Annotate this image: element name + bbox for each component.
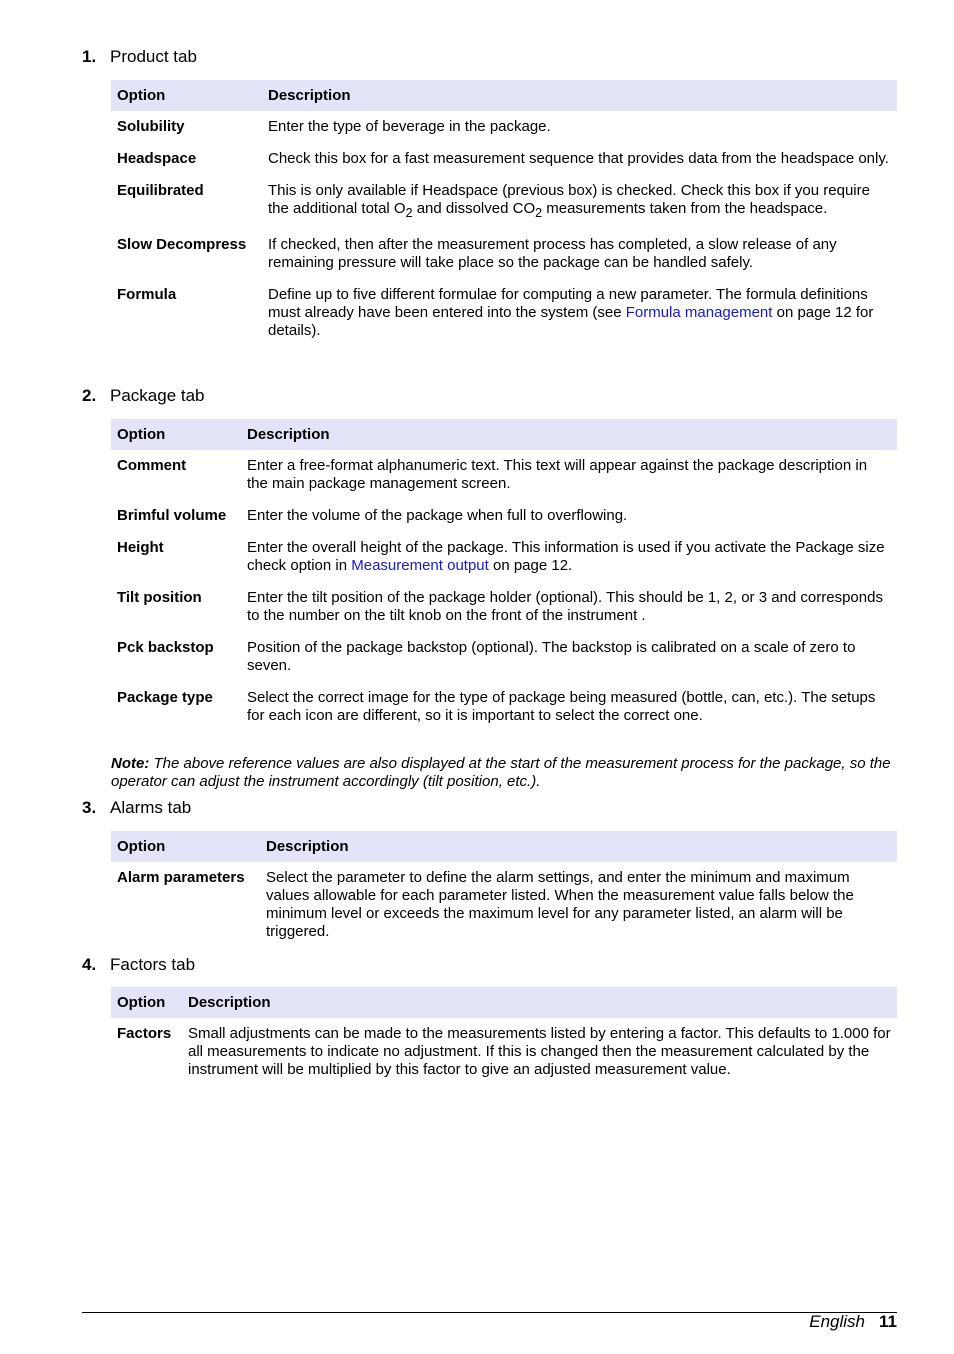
note — [111, 755, 901, 791]
table-header-row — [111, 987, 897, 1018]
option-comment: Comment — [117, 457, 187, 474]
option-description: Small adjustments can be made to the measurements listed by entering a factor. This defaults to 1.000 for all measurements to indicate no adjustment. If this is changed then the measurement calculated by the instrument will be multiplied by this factor to give an adjusted measurement value. — [188, 1025, 891, 1078]
header-description: Description — [182, 987, 897, 1018]
header-description: Description — [241, 419, 897, 450]
footer-language: English — [809, 1312, 866, 1331]
option-height: Height — [117, 539, 164, 556]
step-package-tab — [82, 386, 205, 406]
option-description: Position of the package backstop (optional). The backstop is calibrated on a scale of zero to seven. — [247, 639, 856, 674]
table-row — [111, 682, 897, 732]
desc-part: Enter the overall height of the package. This information is used if you activate the Package size check option in — [247, 539, 885, 574]
header-description: Description — [260, 831, 897, 862]
option-brimful-volume: Brimful volume — [117, 507, 227, 524]
option-tilt-position: Tilt position — [117, 589, 202, 606]
option-description: If checked, then after the measurement process has completed, a slow release of any remaining pressure will take place so the package can be handled safely. — [268, 236, 837, 271]
table-header-row — [111, 80, 897, 111]
option-factors: Factors — [117, 1025, 172, 1042]
step-number: 3. — [82, 798, 97, 817]
step-number: 2. — [82, 386, 97, 405]
formula-management-link[interactable]: Formula management — [625, 304, 773, 321]
page-footer — [809, 1312, 897, 1332]
table-row — [111, 229, 897, 279]
option-alarm-parameters: Alarm parameters — [117, 869, 245, 886]
option-description: Enter the volume of the package when full to overflowing. — [247, 507, 628, 524]
package-options-table — [111, 419, 897, 732]
step-label: Factors tab — [110, 955, 196, 974]
header-option: Option — [111, 987, 182, 1018]
desc-part: Define up to five different formulae for computing a new parameter. The formula definitions must already have been entered into the system (see — [268, 286, 868, 321]
table-row — [111, 279, 897, 347]
option-headspace: Headspace — [117, 150, 197, 167]
header-option: Option — [111, 419, 241, 450]
note-label: Note: — [111, 755, 150, 772]
table-row — [111, 111, 897, 143]
option-description: Select the correct image for the type of package being measured (bottle, can, etc.). The setups for each icon are different, so it is important to select the correct one. — [247, 689, 876, 724]
table-row — [111, 500, 897, 532]
table-row — [111, 143, 897, 175]
step-label: Alarms tab — [110, 798, 192, 817]
option-description — [262, 279, 897, 347]
option-description: Select the parameter to define the alarm settings, and enter the minimum and maximum values allowable for each parameter listed. When the measurement value falls below the minimum level or exceeds the maximum level for any parameter listed, an alarm will be triggered. — [266, 869, 854, 940]
option-description: Enter the tilt position of the package holder (optional). This should be 1, 2, or 3 and corresponds to the number on the tilt knob on the front of the instrument . — [247, 589, 883, 624]
option-description — [241, 532, 897, 582]
page-number: 11 — [879, 1312, 897, 1331]
option-description: Enter a free-format alphanumeric text. This text will appear against the package description in the main package management screen. — [247, 457, 868, 492]
option-slow-decompress: Slow Decompress — [117, 236, 247, 253]
table-row — [111, 632, 897, 682]
step-label: Product tab — [110, 47, 197, 66]
table-row — [111, 862, 897, 948]
header-description: Description — [262, 80, 897, 111]
table-header-row — [111, 831, 897, 862]
option-solubility: Solubility — [117, 118, 185, 135]
desc-part: and dissolved CO — [412, 200, 536, 217]
desc-part: on page 12. — [488, 557, 573, 574]
option-description: Enter the type of beverage in the package. — [268, 118, 551, 135]
step-factors-tab — [82, 955, 195, 975]
option-description — [262, 175, 897, 229]
subscript: 2 — [405, 206, 413, 220]
header-option: Option — [111, 80, 262, 111]
alarms-options-table — [111, 831, 897, 948]
table-header-row — [111, 419, 897, 450]
step-label: Package tab — [110, 386, 205, 405]
footer-rule — [82, 1312, 897, 1313]
step-product-tab — [82, 47, 197, 67]
product-options-table — [111, 80, 897, 347]
factors-options-table — [111, 987, 897, 1086]
step-alarms-tab — [82, 798, 191, 818]
note-text: The above reference values are also displayed at the start of the measurement process for the package, so the operator can adjust the instrument accordingly (tilt position, etc.). — [111, 755, 891, 790]
option-description: Check this box for a fast measurement sequence that provides data from the headspace only. — [268, 150, 889, 167]
table-row — [111, 1018, 897, 1086]
measurement-output-link[interactable]: Measurement output — [351, 557, 489, 574]
desc-part: on page 12 for details). — [268, 304, 874, 339]
table-row — [111, 175, 897, 229]
step-number: 1. — [82, 47, 97, 66]
option-equilibrated: Equilibrated — [117, 182, 204, 199]
desc-part: This is only available if Headspace (previous box) is checked. Check this box if you require the additional total O — [268, 182, 870, 217]
table-row — [111, 450, 897, 500]
desc-part: measurements taken from the headspace. — [542, 200, 828, 217]
option-package-type: Package type — [117, 689, 213, 706]
subscript: 2 — [535, 206, 543, 220]
table-row — [111, 582, 897, 632]
option-pck-backstop: Pck backstop — [117, 639, 214, 656]
step-number: 4. — [82, 955, 97, 974]
option-formula: Formula — [117, 286, 177, 303]
table-row — [111, 532, 897, 582]
header-option: Option — [111, 831, 260, 862]
